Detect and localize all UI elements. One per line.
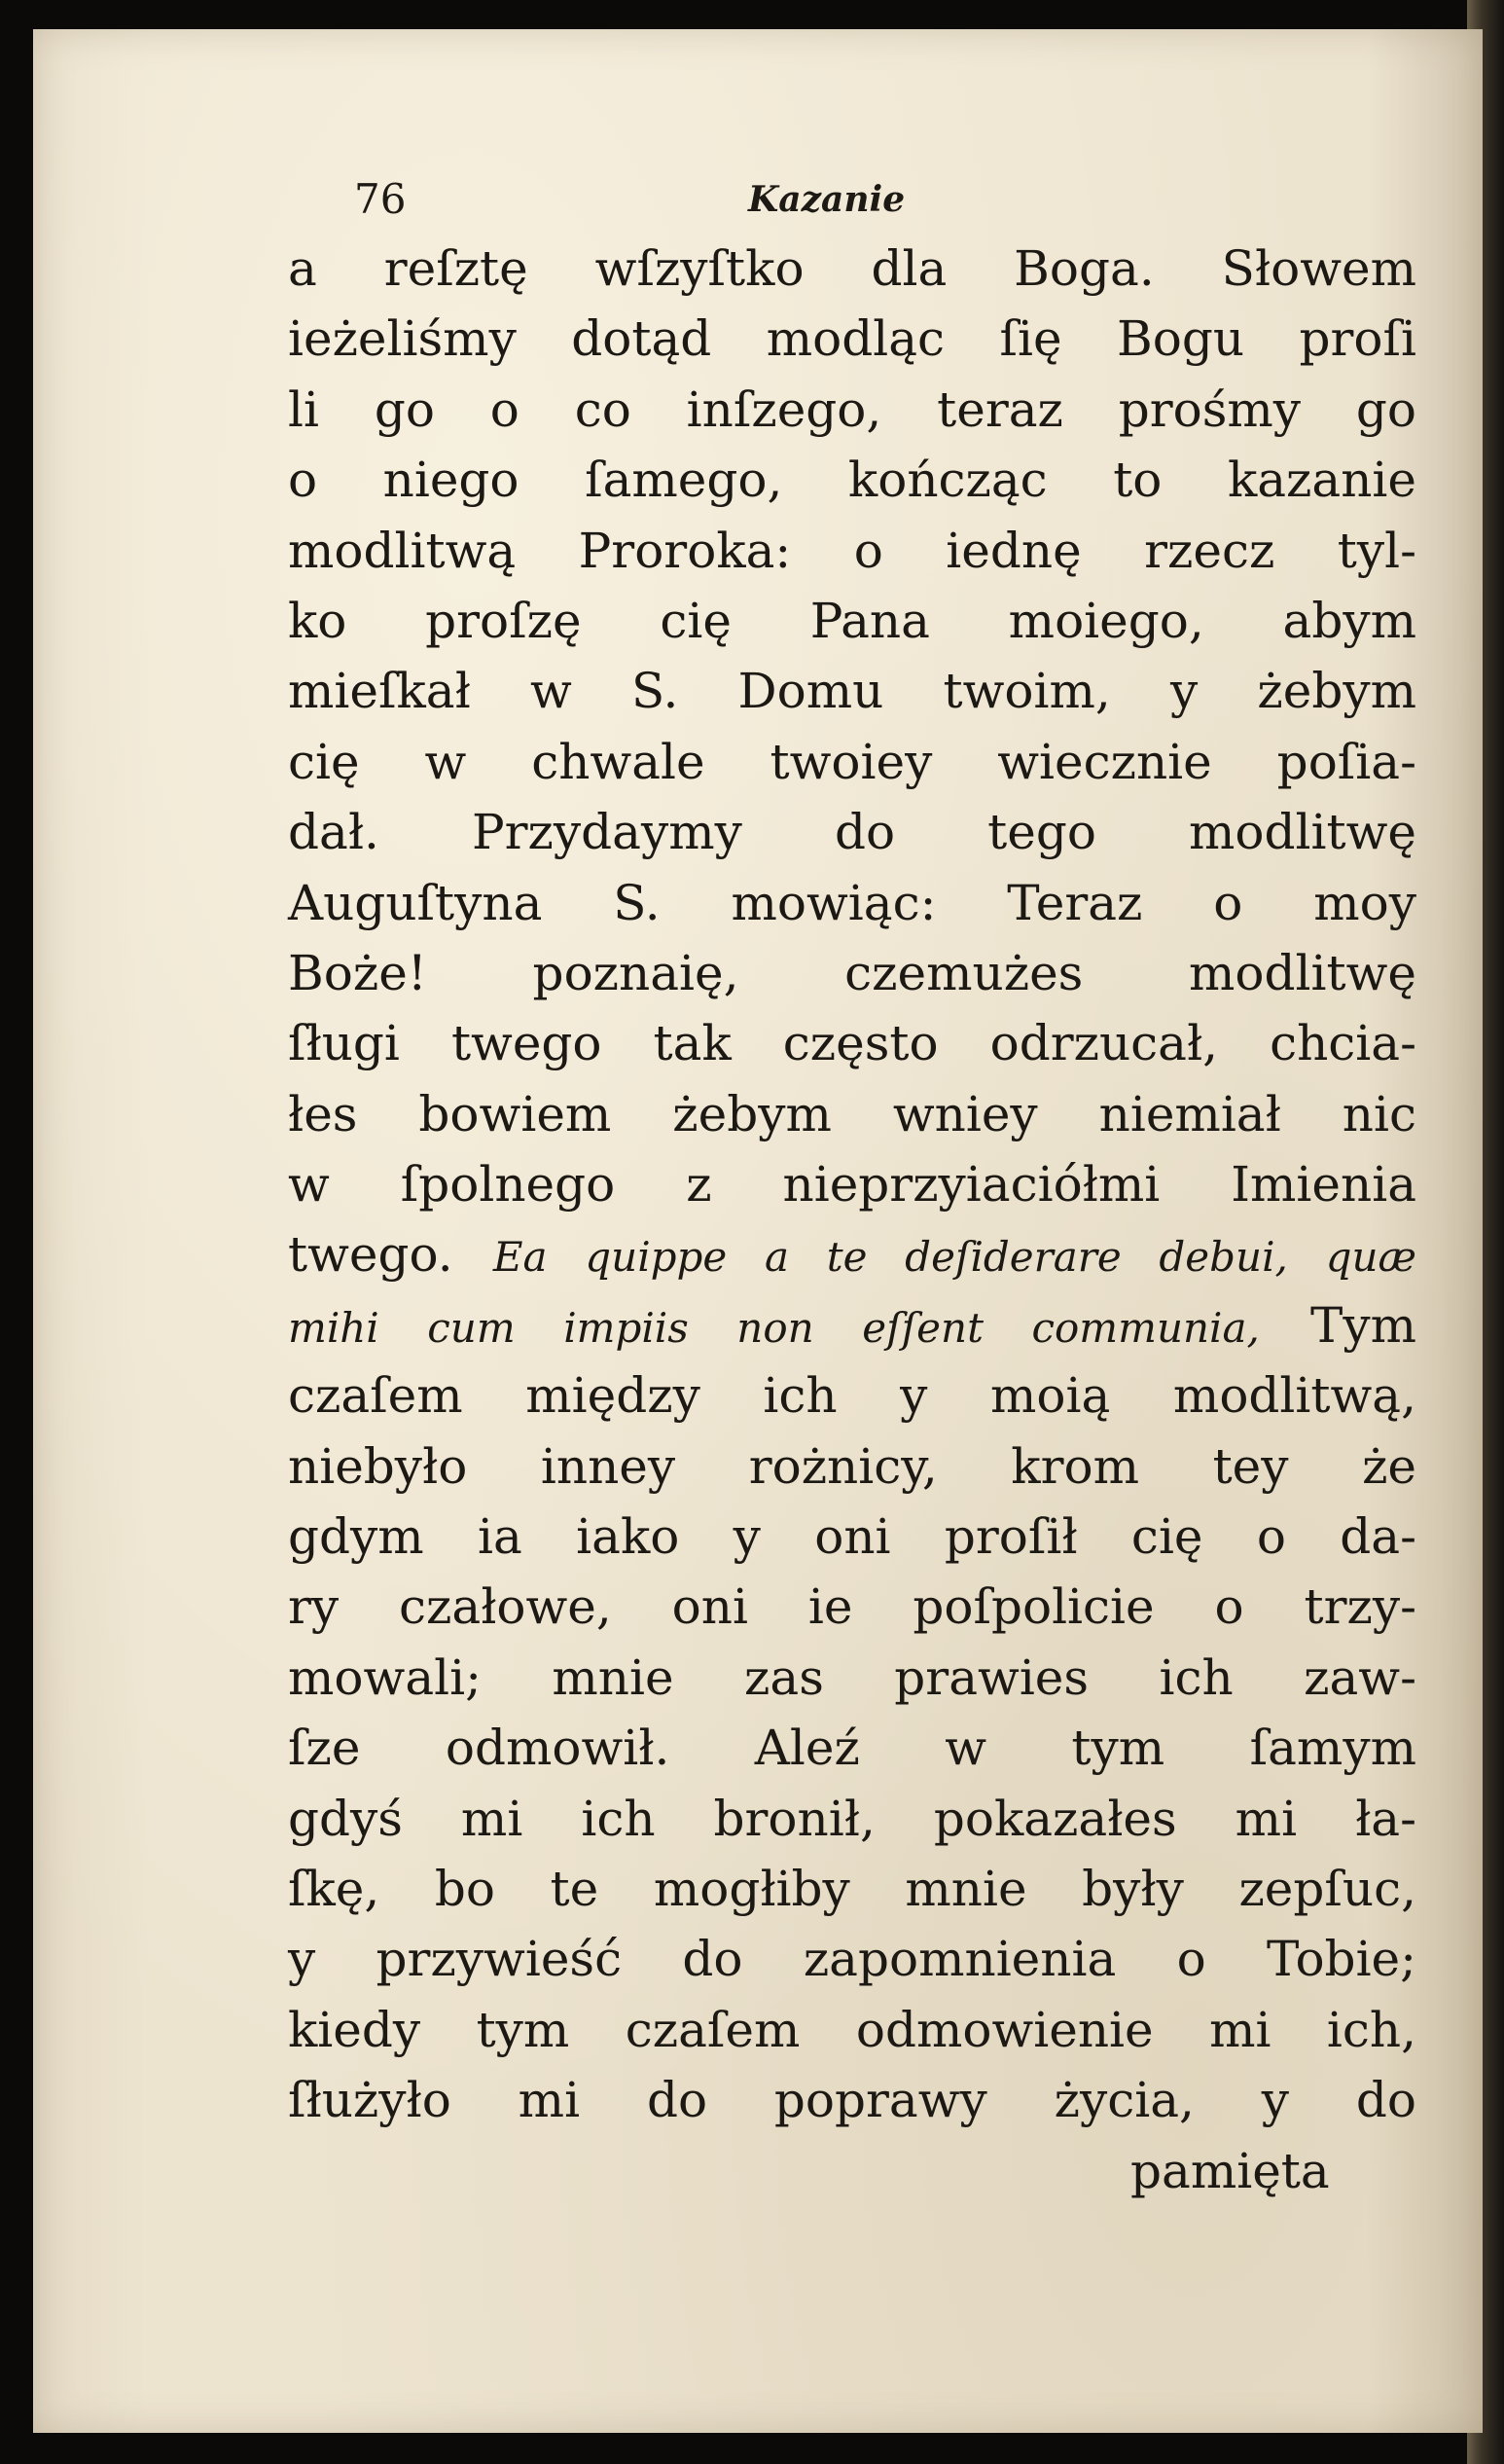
text-line: ſługi twego tak często odrzucał, chcia- (288, 1015, 1416, 1072)
text-line: ſze odmowił. Aleź w tym ſamym (288, 1720, 1416, 1777)
text-segment: twego. (288, 1226, 453, 1284)
text-line: li go o co inſzego, teraz prośmy go (288, 380, 1416, 438)
text-line: gdyś mi ich bronił, pokazałes mi ła- (288, 1790, 1416, 1847)
text-line: mieſkał w S. Domu twoim, y żebym (288, 663, 1416, 720)
latin-quote: mihi cum impiis non eſſent communia, (288, 1303, 1260, 1352)
text-line: ko proſzę cię Pana moiego, abym (288, 592, 1416, 649)
text-line: ieżeliśmy dotąd modląc ſię Bogu proſi (288, 310, 1416, 368)
text-line: ry czałowe, oni ie poſpolicie o trzy- (288, 1578, 1416, 1636)
text-line: Boże! poznaię, czemużes modlitwę (288, 944, 1416, 1001)
text-line: o niego ſamego, kończąc to kazanie (288, 452, 1416, 509)
text-line: modlitwą Proroka: o iednę rzecz tyl- (288, 522, 1416, 579)
text-line: cię w chwale twoiey wiecznie poſia- (288, 733, 1416, 790)
running-title: Kazanie (748, 179, 906, 220)
text-line: a reſztę wſzyſtko dla Boga. Słowem (288, 240, 1416, 297)
catchword: pamięta (1130, 2142, 1330, 2199)
text-line: ſkę, bo te mogłiby mnie były zepſuc, (288, 1860, 1416, 1917)
text-line: y przywieść do zapomnienia o Tobie; (288, 1931, 1416, 1988)
text-line: kiedy tym czaſem odmowienie mi ich, (288, 2001, 1416, 2058)
text-line: mowali; mnie zas prawies ich zaw- (288, 1649, 1416, 1706)
page-number: 76 (354, 175, 407, 223)
text-line-with-latin (288, 1290, 1416, 1360)
text-line: w ſpolnego z nieprzyiaciółmi Imienia (288, 1156, 1416, 1214)
text-line: Auguſtyna S. mowiąc: Teraz o moy (288, 874, 1416, 931)
text-line: dał. Przydaymy do tego modlitwę (288, 804, 1416, 861)
page-header (33, 175, 1483, 234)
text-line: łes bowiem żebym wniey niemiał nic (288, 1085, 1416, 1142)
text-segment: Tym (1309, 1296, 1416, 1354)
text-line-with-latin (288, 1219, 1416, 1289)
book-page (33, 29, 1483, 2433)
text-line: ſłużyło mi do poprawy życia, y do (288, 2072, 1416, 2129)
latin-quote: Ea quippe a te deſiderare debui, quæ (492, 1233, 1416, 1282)
text-line: gdym ia iako y oni proſił cię o da- (288, 1508, 1416, 1566)
body-text (288, 234, 1416, 2206)
text-line: czaſem między ich y moią modlitwą, (288, 1367, 1416, 1425)
text-line: niebyło inney rożnicy, krom tey że (288, 1437, 1416, 1495)
